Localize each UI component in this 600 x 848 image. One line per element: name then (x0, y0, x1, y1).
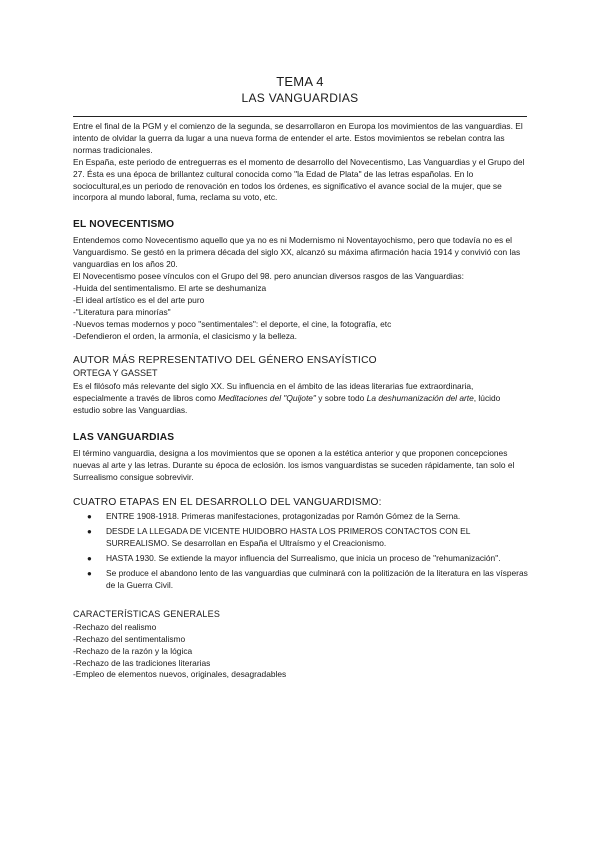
intro-paragraph-1: Entre el final de la PGM y el comienzo de la segunda, se desarrollaron en Europa los movimientos de las vanguardias. El intento de olvidar la guerra da lugar a una nueva forma de entender el arte. Estos movimientos se rebelan contra las normas tradicionales. (73, 121, 523, 155)
list-item: -Empleo de elementos nuevos, originales, desagradables (73, 669, 287, 680)
bullet-icon: ● (87, 527, 92, 537)
autor-paragraph (73, 381, 528, 417)
list-item: -Rechazo del sentimentalismo (73, 633, 186, 644)
list-item (73, 526, 528, 550)
author-name: ORTEGA Y GASSET (73, 368, 158, 379)
etapa-text: Se produce el abandono lento de las vanguardias que culminará con la politización de la literatura en las vísperas de la Guerra Civil. (106, 568, 528, 590)
section-heading-caracteristicas: CARACTERÍSTICAS GENERALES (73, 608, 221, 619)
list-item: -Huida del sentimentalismo. El arte se deshumaniza (73, 282, 267, 293)
bullet-icon: ● (87, 569, 92, 579)
section-heading-etapas: CUATRO ETAPAS EN EL DESARROLLO DEL VANGUARDISMO: (73, 496, 382, 508)
vanguardias-paragraph: El término vanguardia, designa a los movimientos que se oponen a la estética anterior y que proponen concepciones nuevas al arte y las letras. Durante su época de eclosión. los ismos vanguardistas se suceden rápidamente, tan solo el Surrealismo consigue sobrevivir. (73, 447, 515, 482)
list-item (73, 511, 528, 523)
list-item: -"Literatura para minorías" (73, 306, 171, 317)
novecentismo-paragraph-2: El Novecentismo posee vínculos con el Grupo del 98. pero anuncian diversos rasgos de las Vanguardias: (73, 270, 464, 281)
list-item: -Defendieron el orden, la armonía, el clasicismo y la belleza. (73, 330, 297, 341)
bullet-icon: ● (87, 512, 92, 522)
section-heading-vanguardias: LAS VANGUARDIAS (73, 431, 175, 443)
document-body (73, 121, 528, 681)
autor-text-b: y sobre todo (315, 393, 367, 404)
etapa-text: HASTA 1930. Se extiende la mayor influencia del Surrealismo, que inicia un proceso de "rehumanización". (106, 553, 501, 564)
list-item (73, 568, 528, 592)
intro-paragraph-2: En España, este periodo de entreguerras es el momento de desarrollo del Novecentismo, Las Vanguardias y el Grupo del 27. Ésta es una época de brillantez cultural conocida como "la Edad de Plata" de las letras españolas. En lo sociocultural,es un periodo de renovación en todos los órdenes, es significativo el avance social de la mujer, que se incorpora al mundo laboral, fuma, reclama su voto, etc. (73, 156, 525, 203)
section-heading-novecentismo: EL NOVECENTISMO (73, 219, 175, 231)
section-heading-autor: AUTOR MÁS REPRESENTATIVO DEL GÉNERO ENSAYÍSTICO (73, 355, 377, 367)
list-item (73, 553, 528, 565)
bullet-icon: ● (87, 554, 92, 564)
autor-text-a: Es el filósofo más relevante del siglo XX. Su influencia en el ámbito de las ideas literarias fue extraordinaria, especialmente a través de libros como (73, 381, 474, 404)
document-subtitle: LAS VANGUARDIAS (241, 91, 359, 105)
etapas-list (73, 511, 528, 591)
list-item: -Nuevos temas modernos y poco "sentimentales": el deporte, el cine, la fotografía, etc (73, 318, 392, 329)
etapa-text: ENTRE 1908-1918. Primeras manifestaciones, protagonizadas por Ramón Gómez de la Serna. (106, 511, 461, 522)
list-item: -Rechazo de las tradiciones literarias (73, 657, 211, 668)
list-item: -Rechazo del realismo (73, 621, 157, 632)
autor-text-c: , lúcido estudio sobre las Vanguardias. (73, 393, 501, 416)
etapa-text: DESDE LA LLEGADA DE VICENTE HUIDOBRO HASTA LOS PRIMEROS CONTACTOS CON EL SURREALISMO. Se desarrollan en España el Ultraísmo y el Creacionismo. (106, 526, 471, 549)
title-divider (73, 116, 527, 117)
novecentismo-paragraph-1: Entendemos como Novecentismo aquello que ya no es ni Modernismo ni Noventayochismo, pero que todavía no es el Vanguardismo. Se gestó en la primera década del siglo XX, alcanzó su máxima afirmación hacia 1914 y convivió con las vanguardias en los años 20. (73, 235, 521, 270)
book-title-deshumanizacion: La deshumanización del arte (366, 393, 474, 404)
list-item: -El ideal artístico es el del arte puro (73, 294, 205, 305)
document-title: TEMA 4 (276, 74, 324, 89)
book-title-meditaciones: Meditaciones del "Quijote" (218, 393, 316, 404)
list-item: -Rechazo de la razón y la lógica (73, 645, 193, 656)
